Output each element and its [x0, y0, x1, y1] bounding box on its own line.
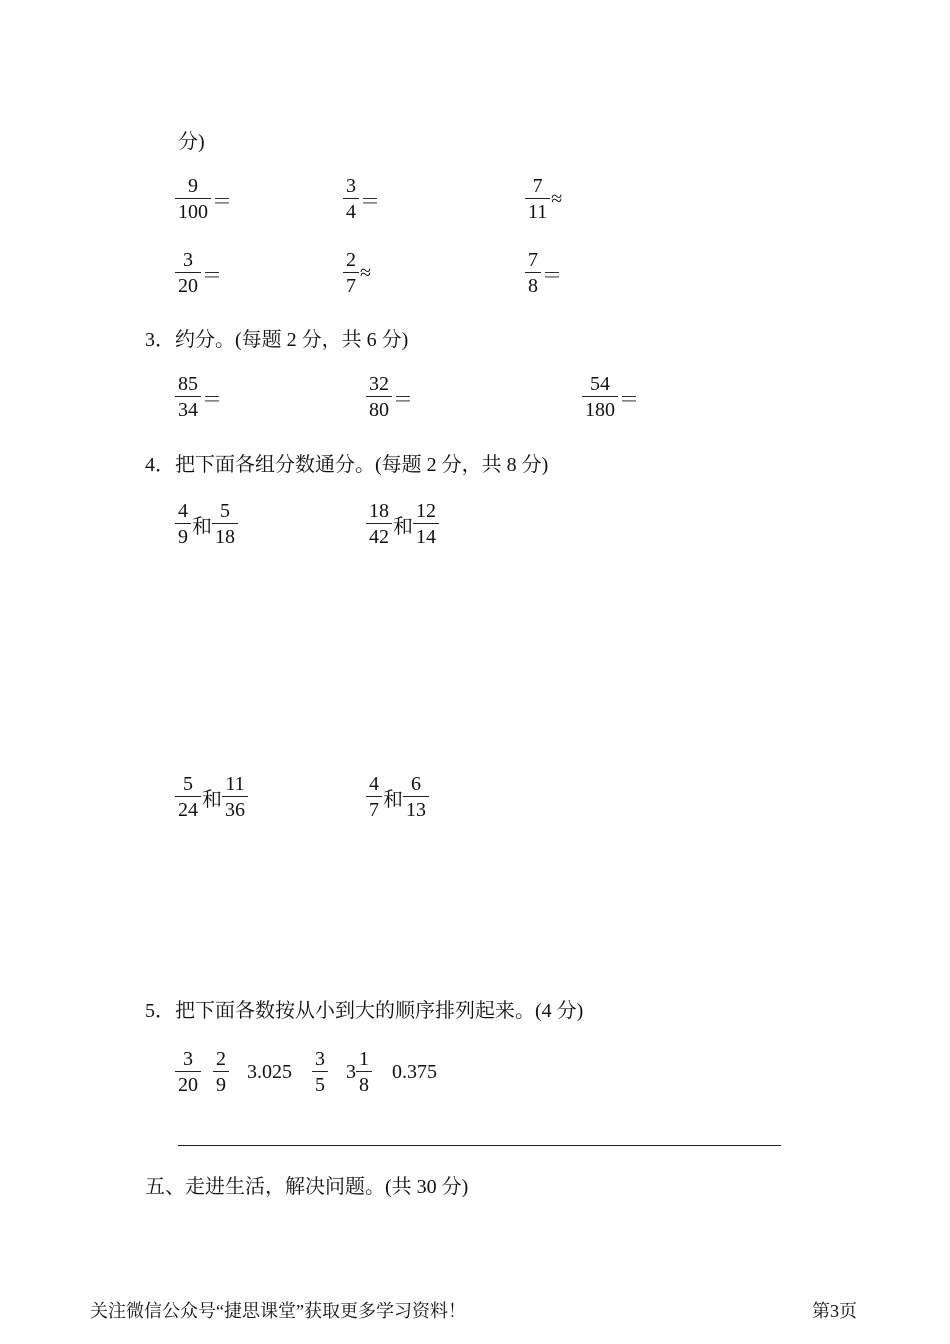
fraction [366, 374, 392, 420]
denominator: 7 [366, 796, 382, 820]
join-word: 和 [383, 788, 403, 811]
numerator: 7 [528, 249, 538, 271]
numerator: 5 [220, 500, 230, 522]
fraction-pair [175, 774, 248, 820]
section-5-title: 五、走进生活，解决问题。(共 30 分) [145, 1176, 469, 1198]
numerator: 3 [315, 1048, 325, 1070]
fraction-pair [366, 774, 429, 820]
fraction [222, 774, 248, 820]
equals-symbol: ＝ [619, 388, 639, 411]
fraction-expression [525, 176, 562, 222]
fraction-expression [343, 176, 380, 222]
relation-symbol: ≈ [551, 187, 563, 210]
numerator: 11 [225, 773, 245, 795]
numerator: 2 [346, 249, 356, 271]
numerator: 9 [188, 175, 198, 197]
footer-promo: 关注微信公众号“捷思课堂”获取更多学习资料！ [90, 1301, 466, 1321]
reduce-fraction-item [582, 374, 639, 420]
page-number: 第3页 [812, 1301, 857, 1321]
denominator: 5 [312, 1071, 328, 1095]
join-word: 和 [202, 788, 222, 811]
numerator: 1 [359, 1048, 369, 1070]
fraction [582, 374, 618, 420]
denominator: 36 [222, 796, 248, 820]
numerator: 12 [416, 500, 436, 522]
numerator: 4 [369, 773, 379, 795]
number-list [175, 1049, 437, 1095]
denominator: 42 [366, 523, 392, 547]
denominator: 4 [343, 198, 359, 222]
question-3-title: 3．约分。(每题 2 分，共 6 分) [145, 329, 409, 351]
equals-symbol: ＝ [202, 388, 222, 411]
fraction [175, 501, 191, 547]
denominator: 9 [213, 1071, 229, 1095]
numerator: 3 [346, 175, 356, 197]
numerator: 3 [183, 249, 193, 271]
fraction [403, 774, 429, 820]
relation-symbol: ＝ [202, 264, 222, 287]
denominator: 7 [343, 272, 359, 296]
fraction [212, 501, 238, 547]
relation-symbol: ＝ [542, 264, 562, 287]
fraction [366, 501, 392, 547]
denominator: 24 [175, 796, 201, 820]
fraction [213, 1049, 229, 1095]
numerator: 54 [590, 373, 610, 395]
numerator: 18 [369, 500, 389, 522]
fraction [175, 250, 201, 296]
fraction-expression [175, 250, 222, 296]
fraction [175, 774, 201, 820]
relation-symbol: ＝ [212, 190, 232, 213]
decimal-number: 0.375 [392, 1060, 437, 1083]
fraction [525, 176, 550, 222]
decimal-number: 3.025 [247, 1060, 292, 1083]
denominator: 11 [525, 198, 550, 222]
denominator: 13 [403, 796, 429, 820]
fraction [175, 1049, 201, 1095]
denominator: 80 [366, 396, 392, 420]
denominator: 18 [212, 523, 238, 547]
fraction [343, 176, 359, 222]
fraction [343, 250, 359, 296]
numerator: 3 [183, 1048, 193, 1070]
fraction-expression [175, 176, 232, 222]
reduce-fraction-item [366, 374, 413, 420]
numerator: 2 [216, 1048, 226, 1070]
denominator: 8 [356, 1071, 372, 1095]
denominator: 34 [175, 396, 201, 420]
numerator: 32 [369, 373, 389, 395]
denominator: 20 [175, 1071, 201, 1095]
mixed-number-whole: 3 [346, 1060, 356, 1083]
fraction [175, 176, 211, 222]
relation-symbol: ＝ [360, 190, 380, 213]
fraction [175, 374, 201, 420]
fraction [525, 250, 541, 296]
fraction [356, 1049, 372, 1095]
fraction [312, 1049, 328, 1095]
fraction [366, 774, 382, 820]
numerator: 7 [532, 175, 543, 197]
denominator: 14 [413, 523, 439, 547]
fraction-expression [343, 250, 371, 296]
fraction-pair [175, 501, 238, 547]
reduce-fraction-item [175, 374, 222, 420]
fraction-pair [366, 501, 439, 547]
denominator: 100 [175, 198, 211, 222]
top-fragment: 分) [178, 131, 205, 153]
relation-symbol: ≈ [360, 261, 371, 284]
answer-line[interactable] [178, 1145, 781, 1146]
equals-symbol: ＝ [393, 388, 413, 411]
denominator: 20 [175, 272, 201, 296]
denominator: 9 [175, 523, 191, 547]
fraction-expression [525, 250, 562, 296]
join-word: 和 [192, 515, 212, 538]
denominator: 180 [582, 396, 618, 420]
join-word: 和 [393, 515, 413, 538]
denominator: 8 [525, 272, 541, 296]
numerator: 4 [178, 500, 188, 522]
question-4-title: 4．把下面各组分数通分。(每题 2 分，共 8 分) [145, 454, 549, 476]
numerator: 5 [183, 773, 193, 795]
numerator: 85 [178, 373, 198, 395]
fraction [413, 501, 439, 547]
question-5-title: 5．把下面各数按从小到大的顺序排列起来。(4 分) [145, 1000, 584, 1022]
numerator: 6 [411, 773, 421, 795]
